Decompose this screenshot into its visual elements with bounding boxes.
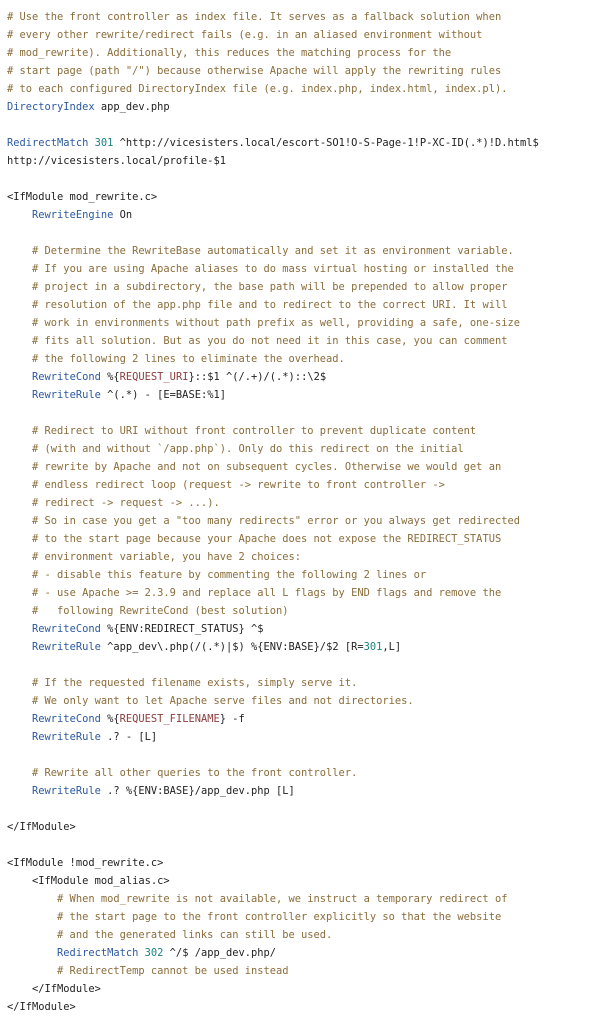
code-text: </IfModule> <box>7 821 76 833</box>
code-comment: # mod_rewrite). Additionally, this reduces the matching process for the <box>7 47 452 59</box>
code-line <box>7 980 539 998</box>
code-line <box>7 134 539 152</box>
code-line <box>7 926 539 944</box>
code-comment: # (with and without `/app.php`). Only do this redirect on the initial <box>32 443 464 455</box>
code-comment: # If the requested filename exists, simply serve it. <box>32 677 358 689</box>
code-line <box>7 476 539 494</box>
code-text <box>7 515 32 527</box>
code-number: 301 <box>94 137 114 149</box>
code-comment: # the start page to the front controller explicitly so that the website <box>57 911 502 923</box>
code-text: %{ <box>100 713 120 725</box>
code-line <box>7 44 539 62</box>
code-comment: # project in a subdirectory, the base path will be prepended to allow proper <box>32 281 508 293</box>
code-line <box>7 656 539 674</box>
code-directive: RedirectMatch <box>7 137 89 149</box>
code-line <box>7 314 539 332</box>
code-text <box>7 209 32 221</box>
code-line <box>7 620 539 638</box>
code-line <box>7 260 539 278</box>
code-text <box>7 443 32 455</box>
code-comment: # - use Apache >= 2.3.9 and replace all L flags by END flags and remove the <box>32 587 502 599</box>
code-line <box>7 746 539 764</box>
code-text: app_dev.php <box>94 101 170 113</box>
code-line <box>7 566 539 584</box>
code-line <box>7 62 539 80</box>
code-directive: RewriteRule <box>32 785 101 797</box>
code-comment: # Determine the RewriteBase automatically and set it as environment variable. <box>32 245 514 257</box>
code-text: .? %{ENV:BASE}/app_dev.php [L] <box>100 785 295 797</box>
code-text <box>7 461 32 473</box>
code-line <box>7 800 539 818</box>
code-comment: # When mod_rewrite is not available, we instruct a temporary redirect of <box>57 893 508 905</box>
code-text <box>7 551 32 563</box>
code-line <box>7 422 539 440</box>
code-text <box>7 677 32 689</box>
code-line <box>7 242 539 260</box>
code-comment: # rewrite by Apache and not on subsequent cycles. Otherwise we would get an <box>32 461 502 473</box>
code-line <box>7 818 539 836</box>
code-line <box>7 998 539 1016</box>
code-text <box>7 713 32 725</box>
code-directive: RewriteRule <box>32 731 101 743</box>
code-line <box>7 80 539 98</box>
code-line <box>7 728 539 746</box>
code-line <box>7 350 539 368</box>
code-directive: RewriteRule <box>32 389 101 401</box>
code-text <box>7 767 32 779</box>
code-text <box>7 299 32 311</box>
code-text <box>7 623 32 635</box>
code-comment: # environment variable, you have 2 choices: <box>32 551 302 563</box>
code-line <box>7 296 539 314</box>
code-text <box>7 911 57 923</box>
code-text <box>7 425 32 437</box>
code-comment: # Rewrite all other queries to the front controller. <box>32 767 358 779</box>
code-text: ^/$ /app_dev.php/ <box>163 947 277 959</box>
code-comment: # fits all solution. But as you do not need it in this case, you can comment <box>32 335 508 347</box>
code-variable: REQUEST_URI <box>119 371 189 383</box>
code-line <box>7 170 539 188</box>
code-number: 302 <box>144 947 164 959</box>
code-text: </IfModule> <box>7 1001 76 1013</box>
code-line <box>7 188 539 206</box>
code-comment: # RedirectTemp cannot be used instead <box>57 965 289 977</box>
code-comment: # - disable this feature by commenting the following 2 lines or <box>32 569 427 581</box>
code-comment: # redirect -> request -> ...). <box>32 497 220 509</box>
code-directive: RewriteCond <box>32 623 101 635</box>
code-line <box>7 782 539 800</box>
code-directive: RewriteCond <box>32 713 101 725</box>
code-text: On <box>113 209 133 221</box>
code-text <box>7 353 32 365</box>
code-line <box>7 692 539 710</box>
code-text: %{ENV:REDIRECT_STATUS} ^$ <box>100 623 264 635</box>
code-text <box>7 335 32 347</box>
code-line <box>7 710 539 728</box>
code-line <box>7 152 539 170</box>
code-line <box>7 674 539 692</box>
code-text: <IfModule mod_alias.c> <box>7 875 170 887</box>
code-text: }::$1 ^(/.+)/(.*)::\2$ <box>188 371 327 383</box>
code-comment: # Redirect to URI without front controller to prevent duplicate content <box>32 425 477 437</box>
code-comment: # every other rewrite/redirect fails (e.g. in an aliased environment without <box>7 29 483 41</box>
code-comment: # So in case you get a "too many redirects" error or you always get redirected <box>32 515 520 527</box>
code-text: </IfModule> <box>7 983 101 995</box>
code-comment: # Use the front controller as index file. It serves as a fallback solution when <box>7 11 502 23</box>
htaccess-code-block <box>7 8 539 1016</box>
code-text: <IfModule mod_rewrite.c> <box>7 191 158 203</box>
code-directive: RewriteCond <box>32 371 101 383</box>
code-line <box>7 116 539 134</box>
code-text <box>7 641 32 653</box>
code-line <box>7 512 539 530</box>
code-comment: # the following 2 lines to eliminate the overhead. <box>32 353 345 365</box>
code-text <box>7 389 32 401</box>
code-line <box>7 872 539 890</box>
code-directive: DirectoryIndex <box>7 101 95 113</box>
code-line <box>7 368 539 386</box>
code-text <box>7 569 32 581</box>
code-line <box>7 908 539 926</box>
code-text <box>7 605 32 617</box>
code-text: ^(.*) - [E=BASE:%1] <box>100 389 226 401</box>
code-text: .? - [L] <box>100 731 158 743</box>
code-comment: # resolution of the app.php file and to redirect to the correct URI. It will <box>32 299 508 311</box>
code-line <box>7 530 539 548</box>
code-text <box>7 965 57 977</box>
code-text <box>7 893 57 905</box>
code-line <box>7 386 539 404</box>
code-line <box>7 458 539 476</box>
code-comment: # endless redirect loop (request -> rewrite to front controller -> <box>32 479 445 491</box>
code-text <box>7 947 57 959</box>
code-text: http://vicesisters.local/profile-$1 <box>7 155 226 167</box>
code-text: ,L] <box>382 641 402 653</box>
code-text: } -f <box>219 713 245 725</box>
code-text <box>7 479 32 491</box>
code-line <box>7 98 539 116</box>
code-number: 301 <box>363 641 383 653</box>
code-comment: # work in environments without path prefix as well, providing a safe, one-size <box>32 317 520 329</box>
code-text: <IfModule !mod_rewrite.c> <box>7 857 164 869</box>
code-line <box>7 548 539 566</box>
code-line <box>7 26 539 44</box>
code-line <box>7 638 539 656</box>
code-line <box>7 8 539 26</box>
code-text: ^http://vicesisters.local/escort-SO1!O-S-Page-1!P-XC-ID(.*)!D.html$ <box>113 137 539 149</box>
code-comment: # to each configured DirectoryIndex file (e.g. index.php, index.html, index.pl). <box>7 83 508 95</box>
code-line <box>7 494 539 512</box>
code-comment: # We only want to let Apache serve files and not directories. <box>32 695 414 707</box>
code-directive: RewriteRule <box>32 641 101 653</box>
code-line <box>7 404 539 422</box>
code-line <box>7 944 539 962</box>
code-line <box>7 854 539 872</box>
code-line <box>7 584 539 602</box>
code-comment: # following RewriteCond (best solution) <box>32 605 289 617</box>
code-text <box>7 731 32 743</box>
code-line <box>7 278 539 296</box>
code-text: ^app_dev\.php(/(.*)|$) %{ENV:BASE}/$2 [R= <box>100 641 364 653</box>
code-directive: RedirectMatch <box>57 947 139 959</box>
code-text <box>7 263 32 275</box>
code-text <box>7 281 32 293</box>
code-text <box>7 695 32 707</box>
code-text: %{ <box>100 371 120 383</box>
code-text <box>7 371 32 383</box>
code-line <box>7 602 539 620</box>
code-directive: RewriteEngine <box>32 209 114 221</box>
code-text <box>7 929 57 941</box>
code-text <box>7 587 32 599</box>
code-variable: REQUEST_FILENAME <box>119 713 220 725</box>
code-line <box>7 332 539 350</box>
code-comment: # to the start page because your Apache does not expose the REDIRECT_STATUS <box>32 533 502 545</box>
code-comment: # start page (path "/") because otherwise Apache will apply the rewriting rules <box>7 65 502 77</box>
code-line <box>7 224 539 242</box>
code-line <box>7 836 539 854</box>
code-text <box>7 533 32 545</box>
code-line <box>7 890 539 908</box>
code-line <box>7 764 539 782</box>
code-text <box>7 245 32 257</box>
code-text <box>7 317 32 329</box>
code-line <box>7 440 539 458</box>
code-text <box>7 497 32 509</box>
code-comment: # If you are using Apache aliases to do mass virtual hosting or installed the <box>32 263 514 275</box>
code-comment: # and the generated links can still be used. <box>57 929 333 941</box>
code-line <box>7 206 539 224</box>
code-text <box>7 785 32 797</box>
code-line <box>7 962 539 980</box>
